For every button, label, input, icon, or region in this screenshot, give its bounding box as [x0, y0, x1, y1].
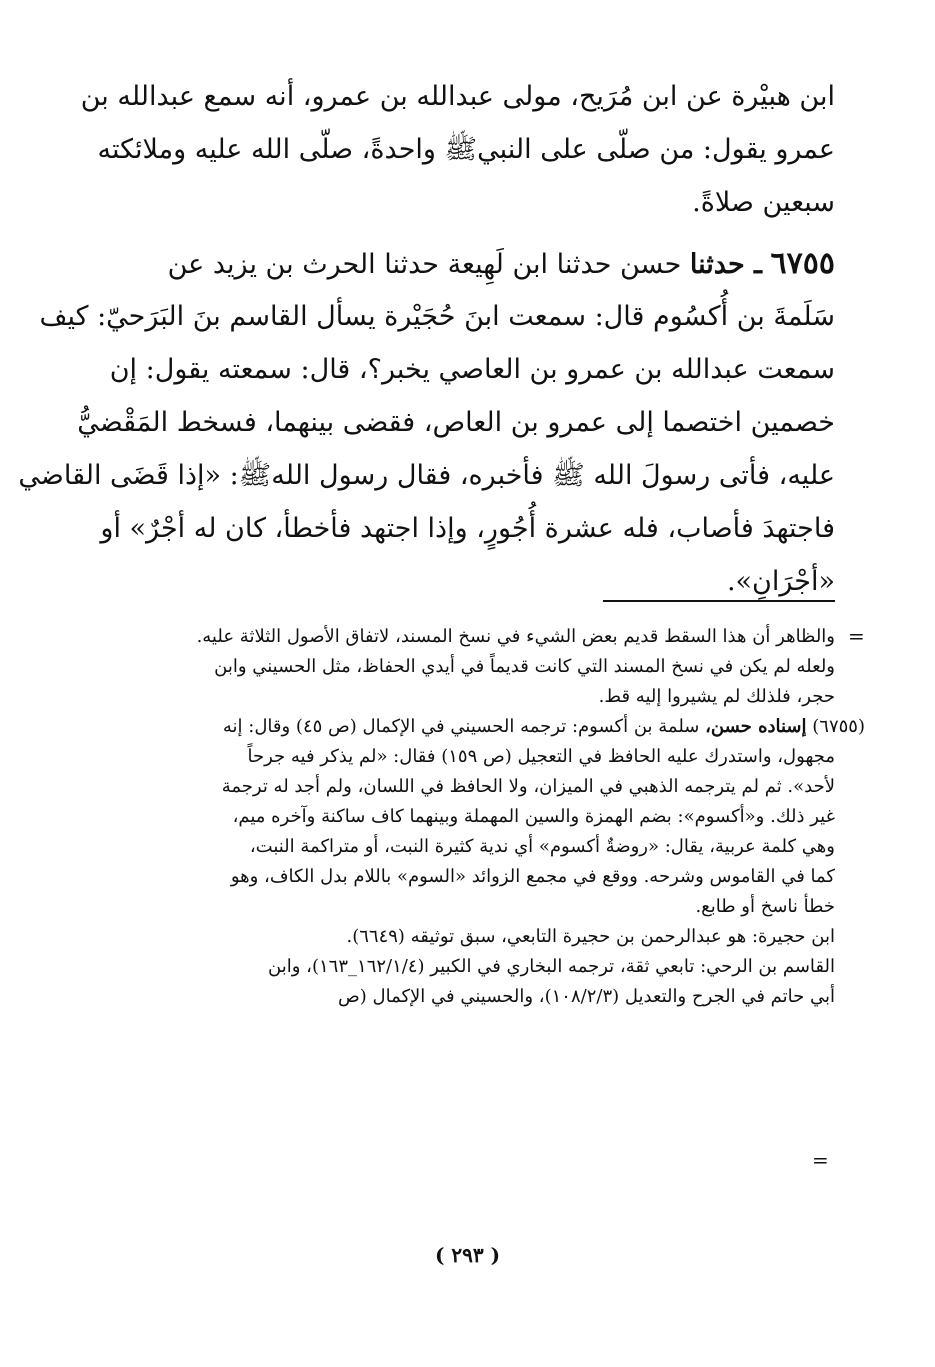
text-line: خصمين اختصما إلى عمرو بن العاص، فقضى بينهما، فسخط المَقْضيُّ	[77, 407, 835, 438]
footnote-line: مجهول، واستدرك عليه الحافظ في التعجيل (ص ١٥٩) فقال: «لم يذكر فيه جرحاً	[247, 746, 835, 767]
footnote-bold: إسناده حسن،	[705, 716, 807, 737]
footnote-first-rest: سلمة بن أكسوم: ترجمه الحسيني في الإكمال (ص ٤٥) وقال: إنه	[222, 716, 700, 737]
footnote-line: القاسم بن الرحي: تابعي ثقة، ترجمه البخاري في الكبير (١٦٢/١/٤_١٦٣)، وابن	[268, 956, 835, 977]
footnote-line: والظاهر أن هذا السقط قديم بعض الشيء في نسخ المسند، لاتفاق الأصول الثلاثة عليه.	[196, 626, 835, 647]
text-line: فاجتهدَ فأصاب، فله عشرة أُجُورٍ، وإذا اجتهد فأخطأ، كان له أجْرٌ» أو	[100, 513, 835, 544]
footnote-line: وهي كلمة عربية، يقال: «روضةٌ أكسوم» أي ندية كثيرة النبت، أو متراكمة النبت،	[249, 836, 835, 857]
continuation-mark-top: =	[848, 624, 865, 648]
footnote-line: لأحد». ثم لم يترجمه الذهبي في الميزان، ولا الحافظ في اللسان، ولم أجد له ترجمة	[221, 776, 835, 797]
continuation-mark-bottom: =	[812, 1148, 829, 1172]
text-line: ابن هبيْرة عن ابن مُرَيح، مولى عبدالله بن عمرو، أنه سمع عبدالله بن	[80, 81, 835, 112]
text-line: عليه، فأتى رسولَ الله ﷺ فأخبره، فقال رسول اللهﷺ: «إذا قَضَى القاضي	[18, 460, 835, 491]
footnote-line: ولعله لم يكن في نسخ المسند التي كانت قديماً في أيدي الحفاظ، مثل الحسيني وابن	[214, 656, 835, 677]
hadith-first-line	[135, 237, 835, 290]
footnote-line: غير ذلك. و«أكسوم»: بضم الهمزة والسين المهملة وبينهما كاف ساكنة وآخره ميم،	[232, 806, 835, 827]
text-line: سبعين صلاةً.	[692, 187, 835, 218]
footnote-number: (٦٧٥٥)	[812, 716, 865, 737]
footnote-line: حجر، فلذلك لم يشيروا إليه قط.	[598, 686, 835, 707]
page-number: ( ٢٩٣ )	[434, 1243, 501, 1267]
text-line: سمعت عبدالله بن عمرو بن العاصي يخبر؟، قال: سمعته يقول: إن	[109, 354, 835, 385]
text-line: سَلَمةَ بن أُكسُوم قال: سمعت ابنَ حُجَيْرة يسأل القاسم بنَ البَرَحيّ: كيف	[39, 301, 835, 332]
text-line: «أجْرَانِ».	[726, 566, 835, 597]
hadith-number: ٦٧٥٥	[770, 246, 835, 281]
footnote-first-line	[135, 712, 865, 742]
footnote-separator	[603, 600, 835, 602]
hadith-first-rest: حسن حدثنا ابن لَهِيعة حدثنا الحرث بن يزيد عن	[167, 249, 682, 280]
footnote-line: ابن حجيرة: هو عبدالرحمن بن حجيرة التابعي، سبق توثيقه (٦٦٤٩).	[346, 926, 835, 947]
footnotes	[135, 622, 865, 1012]
main-text	[18, 70, 835, 608]
footnote-line: أبي حاتم في الجرح والتعديل (١٠٨/٢/٣)، والحسيني في الإكمال (ص	[338, 986, 835, 1007]
footnote-line: خطأ ناسخ أو طابع.	[695, 896, 835, 917]
hadith-lead: ـ حدثنا	[689, 249, 762, 280]
text-line: عمرو يقول: من صلّى على النبيﷺ واحدةً، صلّى الله عليه وملائكته	[97, 134, 835, 165]
footnote-line: كما في القاموس وشرحه. ووقع في مجمع الزوائد «السوم» باللام بدل الكاف، وهو	[230, 866, 835, 887]
